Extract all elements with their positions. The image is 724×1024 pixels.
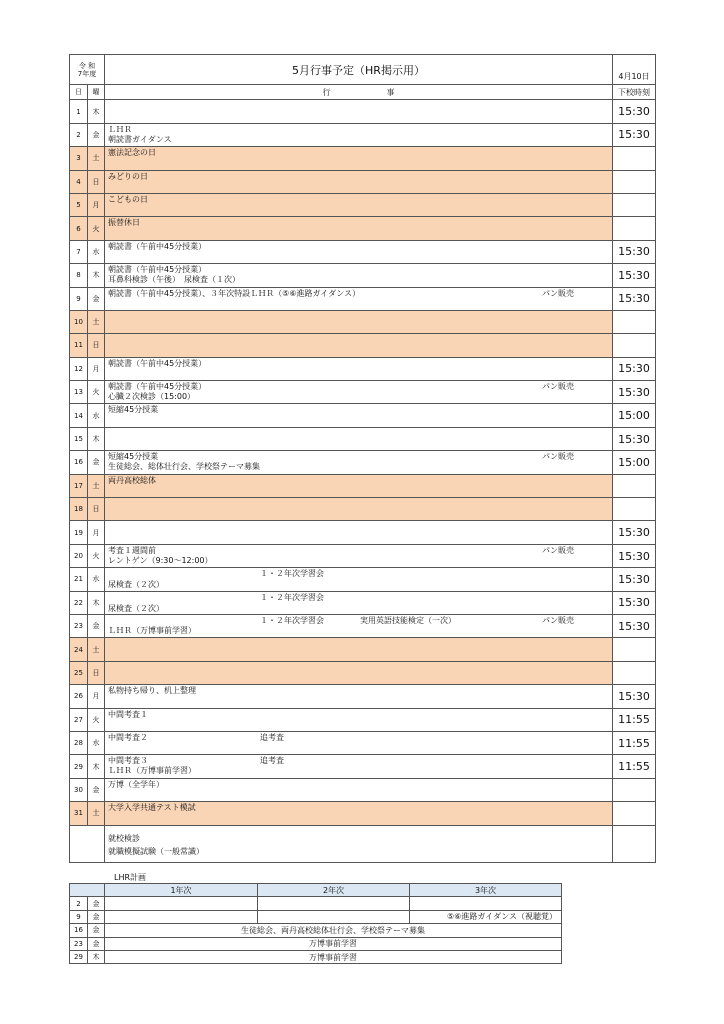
row-weekday: 木: [88, 264, 105, 287]
schedule-row: [70, 193, 656, 216]
schedule-row: [70, 474, 656, 497]
schedule-row: [70, 287, 656, 310]
row-date: 29: [70, 755, 88, 778]
event-text: 朝読書（午前中45分授業）、３年次特設ＬＨＲ（⑤⑥進路ガイダンス）: [108, 288, 361, 298]
row-date: 11: [70, 334, 88, 357]
row-events: [105, 123, 613, 146]
lhr-row: [70, 950, 562, 963]
row-dismissal-time: 15:30: [613, 591, 656, 614]
schedule-row: [70, 638, 656, 661]
row-events: [105, 568, 613, 591]
event-text: 耳鼻科検診（午後） 尿検査（１次）: [108, 275, 240, 285]
lhr-header-year3: 3年次: [410, 884, 562, 897]
row-weekday: 月: [88, 521, 105, 544]
lhr-row: [70, 937, 562, 950]
year-label: 7年度: [77, 69, 97, 78]
row-weekday: 日: [88, 498, 105, 521]
row-date: 2: [70, 123, 88, 146]
row-events: [105, 170, 613, 193]
schedule-row: [70, 170, 656, 193]
lhr-date: 9: [70, 910, 88, 923]
schedule-row: [70, 614, 656, 637]
fiscal-year-cell: [70, 55, 105, 85]
schedule-row: [70, 357, 656, 380]
row-dismissal-time: [613, 498, 656, 521]
issue-date-cell: [613, 55, 656, 85]
row-weekday: 水: [88, 731, 105, 754]
row-dismissal-time: 15:00: [613, 404, 656, 427]
schedule-row: [70, 498, 656, 521]
issue-date: 4月10日: [618, 72, 650, 82]
event-text: レントゲン（9:30～12:00）: [108, 555, 213, 565]
schedule-row: [70, 240, 656, 263]
row-weekday: 火: [88, 708, 105, 731]
schedule-row: [70, 264, 656, 287]
event-text: パン販売: [542, 452, 574, 462]
row-date: 21: [70, 568, 88, 591]
schedule-row: [70, 591, 656, 614]
row-events: [105, 614, 613, 637]
schedule-row: [70, 381, 656, 404]
row-dismissal-time: [613, 802, 656, 825]
row-date: 14: [70, 404, 88, 427]
event-text: 万博（全学年）: [108, 779, 164, 789]
col-header-events: 行 事: [105, 85, 613, 100]
event-text: 考査１週間前: [108, 545, 156, 555]
row-dismissal-time: [613, 334, 656, 357]
row-date: 24: [70, 638, 88, 661]
schedule-row: [70, 100, 656, 123]
row-dismissal-time: 15:30: [613, 357, 656, 380]
row-dismissal-time: [613, 217, 656, 240]
lhr-weekday: 木: [88, 950, 105, 963]
schedule-row: [70, 731, 656, 754]
event-text: みどりの日: [108, 171, 148, 181]
event-text: 私物持ち帰り、机上整理: [108, 686, 196, 696]
lhr-date: 29: [70, 950, 88, 963]
event-text: 尿検査（２次）: [108, 603, 164, 613]
lhr-cell: [410, 897, 562, 910]
lhr-weekday: 金: [88, 937, 105, 950]
event-text: 実用英語技能検定（一次）: [360, 615, 456, 625]
row-dismissal-time: 15:30: [613, 123, 656, 146]
row-events: [105, 381, 613, 404]
lhr-weekday: 金: [88, 897, 105, 910]
event-text: ＬＨＲ: [108, 124, 132, 134]
row-date: 23: [70, 614, 88, 637]
row-dismissal-time: 11:55: [613, 755, 656, 778]
row-dismissal-time: 11:55: [613, 731, 656, 754]
lhr-weekday: 金: [88, 910, 105, 923]
event-text: 心臓２次検診（15:00）: [108, 392, 196, 402]
row-dismissal-time: [613, 170, 656, 193]
row-date: 27: [70, 708, 88, 731]
row-events: [105, 217, 613, 240]
event-text: 朝読書（午前中45分授業）: [108, 241, 207, 251]
row-weekday: 水: [88, 568, 105, 591]
schedule-row: [70, 544, 656, 567]
event-text: 中間考査３: [108, 756, 148, 766]
row-dismissal-time: 15:30: [613, 100, 656, 123]
event-text: 中間考査１: [108, 709, 148, 719]
row-events: [105, 357, 613, 380]
row-dismissal-time: [613, 310, 656, 333]
row-dismissal-time: 15:30: [613, 240, 656, 263]
row-events: [105, 661, 613, 684]
row-date: 22: [70, 591, 88, 614]
page-title: 5月行事予定（HR掲示用）: [292, 64, 425, 77]
row-dismissal-time: [613, 474, 656, 497]
row-dismissal-time: 15:30: [613, 568, 656, 591]
event-text: パン販売: [542, 288, 574, 298]
row-events: [105, 474, 613, 497]
lhr-weekday: 金: [88, 924, 105, 937]
row-events: [105, 264, 613, 287]
row-events: [105, 591, 613, 614]
lhr-row: [70, 910, 562, 923]
schedule-row: [70, 661, 656, 684]
row-date: 30: [70, 778, 88, 801]
lhr-date: 23: [70, 937, 88, 950]
lhr-cell: [258, 897, 410, 910]
lhr-cell: ⑤⑥進路ガイダンス（視聴覚）: [410, 910, 562, 923]
era-label: 令 和: [78, 61, 96, 70]
event-text: 生徒総会、総体壮行会、学校祭テーマ募集: [108, 462, 260, 472]
row-date: 18: [70, 498, 88, 521]
row-dismissal-time: 15:00: [613, 451, 656, 474]
row-weekday: 土: [88, 474, 105, 497]
row-weekday: 月: [88, 193, 105, 216]
lhr-merged-cell: 生徒総会、両丹高校総体壮行会、学校祭テーマ募集: [105, 924, 562, 937]
lhr-header-blank: [70, 884, 105, 897]
event-text: こどもの日: [108, 194, 148, 204]
lhr-merged-cell: 万博事前学習: [105, 950, 562, 963]
schedule-row: [70, 334, 656, 357]
event-text: 朝読書ガイダンス: [108, 134, 172, 144]
schedule-row: [70, 147, 656, 170]
row-events: [105, 731, 613, 754]
row-weekday: 木: [88, 755, 105, 778]
note-text: 就職模擬試験（一般常識）: [108, 846, 204, 856]
schedule-row: [70, 451, 656, 474]
row-date: 1: [70, 100, 88, 123]
row-weekday: 金: [88, 451, 105, 474]
row-events: [105, 708, 613, 731]
row-date: 16: [70, 451, 88, 474]
notes-time-blank: [613, 825, 656, 862]
row-date: 6: [70, 217, 88, 240]
event-text: 憲法記念の日: [108, 148, 156, 158]
row-date: 31: [70, 802, 88, 825]
schedule-row: [70, 802, 656, 825]
row-events: [105, 310, 613, 333]
row-events: [105, 451, 613, 474]
row-weekday: 木: [88, 100, 105, 123]
row-date: 12: [70, 357, 88, 380]
row-events: [105, 100, 613, 123]
lhr-row: [70, 924, 562, 937]
schedule-table: [69, 54, 656, 863]
event-text: 大学入学共通テスト模試: [108, 803, 196, 813]
row-events: [105, 755, 613, 778]
lhr-cell: [105, 910, 258, 923]
lhr-plan-table: [69, 883, 562, 964]
event-text: 追考査: [260, 732, 284, 742]
schedule-row: [70, 685, 656, 708]
row-date: 17: [70, 474, 88, 497]
row-dismissal-time: 15:30: [613, 427, 656, 450]
row-dismissal-time: 15:30: [613, 685, 656, 708]
lhr-header-year2: 2年次: [258, 884, 410, 897]
row-weekday: 土: [88, 147, 105, 170]
schedule-row: [70, 755, 656, 778]
row-dismissal-time: 15:30: [613, 264, 656, 287]
event-text: パン販売: [542, 545, 574, 555]
row-date: 28: [70, 731, 88, 754]
row-events: [105, 240, 613, 263]
row-date: 15: [70, 427, 88, 450]
row-weekday: 火: [88, 217, 105, 240]
lhr-cell: [258, 910, 410, 923]
row-date: 8: [70, 264, 88, 287]
schedule-row: [70, 217, 656, 240]
row-events: [105, 498, 613, 521]
row-weekday: 水: [88, 240, 105, 263]
event-text: 朝読書（午前中45分授業）: [108, 382, 207, 392]
schedule-row: [70, 427, 656, 450]
event-text: 尿検査（２次）: [108, 580, 164, 590]
event-text: １・２年次学習会: [260, 569, 324, 579]
row-events: [105, 638, 613, 661]
event-text: パン販売: [542, 615, 574, 625]
row-date: 5: [70, 193, 88, 216]
schedule-row: [70, 568, 656, 591]
schedule-row: [70, 404, 656, 427]
row-dismissal-time: 15:30: [613, 614, 656, 637]
row-events: [105, 521, 613, 544]
row-dismissal-time: 15:30: [613, 381, 656, 404]
event-text: １・２年次学習会: [260, 615, 324, 625]
row-dismissal-time: [613, 193, 656, 216]
row-dismissal-time: [613, 147, 656, 170]
row-weekday: 木: [88, 591, 105, 614]
row-weekday: 日: [88, 334, 105, 357]
row-date: 9: [70, 287, 88, 310]
row-weekday: 土: [88, 310, 105, 333]
row-weekday: 金: [88, 123, 105, 146]
schedule-row: [70, 310, 656, 333]
row-dismissal-time: [613, 778, 656, 801]
row-weekday: 火: [88, 381, 105, 404]
row-dismissal-time: [613, 661, 656, 684]
row-date: 19: [70, 521, 88, 544]
lhr-merged-cell: 万博事前学習: [105, 937, 562, 950]
lhr-caption: LHR計画: [114, 873, 147, 882]
title-cell: [105, 55, 613, 85]
row-events: [105, 544, 613, 567]
note-text: 就校検診: [108, 833, 140, 843]
row-date: 20: [70, 544, 88, 567]
row-date: 13: [70, 381, 88, 404]
row-dismissal-time: 15:30: [613, 287, 656, 310]
row-weekday: 金: [88, 778, 105, 801]
notes-row: [70, 825, 656, 862]
schedule-row: [70, 708, 656, 731]
row-date: 4: [70, 170, 88, 193]
col-header-dismissal-time: 下校時刻: [613, 85, 656, 100]
row-dismissal-time: 11:55: [613, 708, 656, 731]
event-text: 両丹高校総体: [108, 475, 156, 485]
row-dismissal-time: 15:30: [613, 521, 656, 544]
schedule-row: [70, 521, 656, 544]
lhr-cell: [105, 897, 258, 910]
row-date: 3: [70, 147, 88, 170]
row-weekday: 金: [88, 614, 105, 637]
col-header-weekday: 曜: [88, 85, 105, 100]
row-events: [105, 778, 613, 801]
row-events: [105, 802, 613, 825]
row-events: [105, 334, 613, 357]
row-weekday: 金: [88, 287, 105, 310]
row-weekday: 土: [88, 802, 105, 825]
row-date: 25: [70, 661, 88, 684]
row-events: [105, 287, 613, 310]
row-weekday: 土: [88, 638, 105, 661]
row-dismissal-time: 15:30: [613, 544, 656, 567]
event-text: 短縮45分授業: [108, 452, 159, 462]
row-date: 26: [70, 685, 88, 708]
schedule-row: [70, 778, 656, 801]
event-text: ＬＨＲ（万博事前学習）: [108, 766, 196, 776]
event-text: ＬＨＲ（万博事前学習）: [108, 625, 196, 635]
row-events: [105, 193, 613, 216]
row-events: [105, 685, 613, 708]
row-date: 10: [70, 310, 88, 333]
event-text: パン販売: [542, 382, 574, 392]
row-events: [105, 147, 613, 170]
col-header-date: 日: [70, 85, 88, 100]
event-text: 朝読書（午前中45分授業）: [108, 265, 207, 275]
event-text: 振替休日: [108, 218, 140, 228]
row-dismissal-time: [613, 638, 656, 661]
row-date: 7: [70, 240, 88, 263]
event-text: 朝読書（午前中45分授業）: [108, 358, 207, 368]
row-weekday: 木: [88, 427, 105, 450]
row-weekday: 月: [88, 685, 105, 708]
notes-blank: [70, 825, 105, 862]
row-weekday: 火: [88, 544, 105, 567]
lhr-row: [70, 897, 562, 910]
event-text: １・２年次学習会: [260, 592, 324, 602]
event-text: 短縮45分授業: [108, 405, 159, 415]
notes-cell: [105, 825, 613, 862]
row-events: [105, 427, 613, 450]
lhr-date: 16: [70, 924, 88, 937]
schedule-row: [70, 123, 656, 146]
row-weekday: 月: [88, 357, 105, 380]
row-events: [105, 404, 613, 427]
lhr-date: 2: [70, 897, 88, 910]
row-weekday: 水: [88, 404, 105, 427]
event-text: 中間考査２: [108, 732, 148, 742]
row-weekday: 日: [88, 661, 105, 684]
event-text: 追考査: [260, 756, 284, 766]
row-weekday: 日: [88, 170, 105, 193]
lhr-header-year1: 1年次: [105, 884, 258, 897]
